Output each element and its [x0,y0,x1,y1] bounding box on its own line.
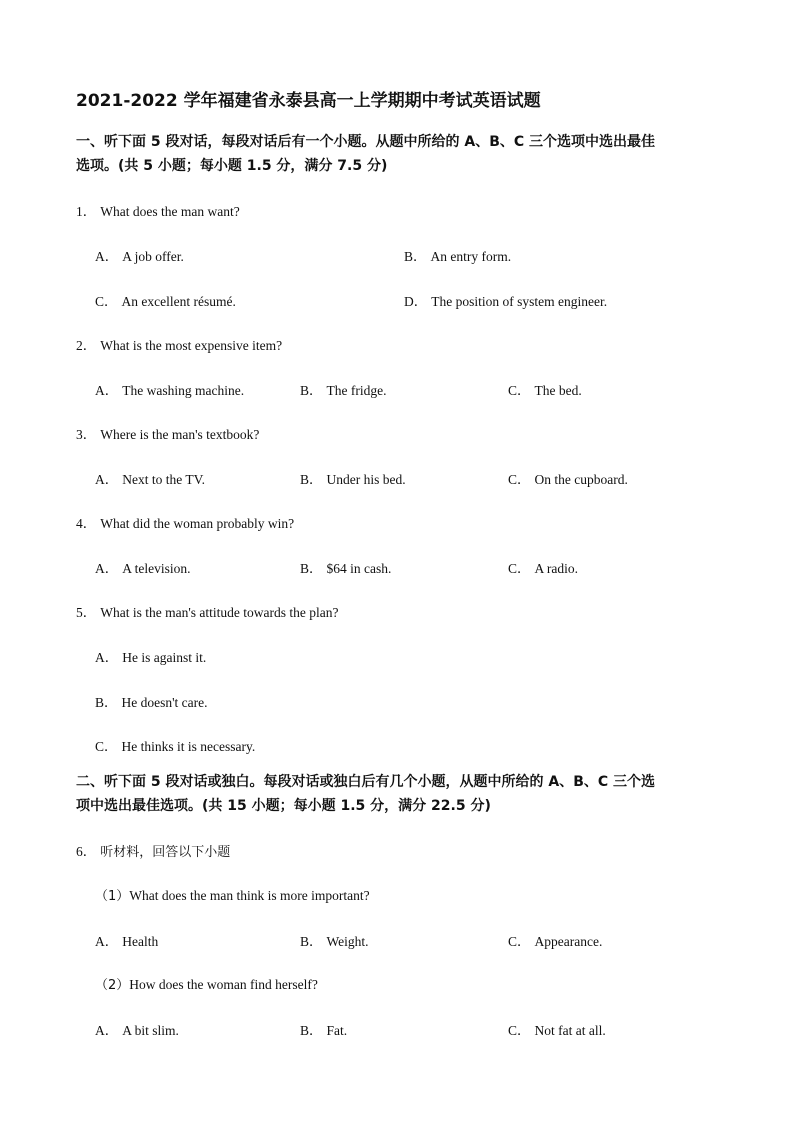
q2-option-a[interactable] [95,379,244,399]
q1-option-d-text: The position of system engineer. [431,294,608,309]
question-5-number: 5． [76,605,97,620]
question-6 [76,840,230,860]
q4-option-a-letter: A． [95,561,119,576]
q6-2-option-b-text: Fat. [326,1023,348,1038]
question-6-number: 6． [76,844,97,859]
question-6-sub-1-text: What does the man think is more important? [129,888,370,903]
q1-option-a[interactable] [95,245,184,265]
q5-option-b-text: He doesn't care. [121,695,208,710]
q4-option-b-letter: B． [300,561,323,576]
q3-option-a[interactable] [95,468,205,488]
q6-2-option-a[interactable] [95,1019,179,1039]
question-2 [76,334,282,354]
section-1-heading [76,130,726,178]
question-6-sub-1-label: （1） [95,889,130,904]
question-4-text: What did the woman probably win? [100,516,295,531]
section-2-heading [76,770,726,818]
document-title: 2021-2022 学年福建省永泰县高一上学期期中考试英语试题 [76,91,541,111]
question-3-number: 3． [76,427,97,442]
q4-option-b-text: $64 in cash. [326,561,392,576]
q1-option-d[interactable] [404,290,607,310]
q6-1-option-c-letter: C． [508,934,531,949]
question-3 [76,423,259,443]
question-6-sub-2 [95,974,318,993]
q2-option-a-text: The washing machine. [122,383,245,398]
q4-option-a-text: A television. [122,561,191,576]
question-6-sub-2-text: How does the woman find herself? [129,977,318,992]
q5-option-b-letter: B． [95,695,118,710]
q1-option-b[interactable] [404,245,511,265]
q1-option-c-text: An excellent résumé. [121,294,236,309]
q6-1-option-a-text: Health [122,934,159,949]
section-1-heading-line-2: 选项。(共 5 小题；每小题 1.5 分，满分 7.5 分) [76,158,388,174]
q3-option-a-text: Next to the TV. [122,472,205,487]
question-3-text: Where is the man's textbook? [100,427,260,442]
q3-option-b-text: Under his bed. [326,472,406,487]
question-5 [76,601,339,621]
q3-option-c[interactable] [508,468,628,488]
q5-option-b[interactable] [95,691,208,711]
q4-option-c[interactable] [508,557,578,577]
section-1-heading-line-1: 一、听下面 5 段对话，每段对话后有一个小题。从题中所给的 A、B、C 三个选项中选出最佳 [76,134,656,150]
question-4 [76,512,294,532]
q3-option-b[interactable] [300,468,406,488]
q5-option-c-text: He thinks it is necessary. [121,739,256,754]
q6-2-option-c-letter: C． [508,1023,531,1038]
q1-option-b-text: An entry form. [430,249,512,264]
q5-option-a-text: He is against it. [122,650,207,665]
q5-option-a[interactable] [95,646,206,666]
q2-option-a-letter: A． [95,383,119,398]
q6-2-option-b-letter: B． [300,1023,323,1038]
q4-option-a[interactable] [95,557,191,577]
q4-option-c-text: A radio. [534,561,579,576]
q6-1-option-a-letter: A． [95,934,119,949]
question-6-sub-1 [95,885,370,904]
question-2-number: 2． [76,338,97,353]
q3-option-b-letter: B． [300,472,323,487]
q6-2-option-b[interactable] [300,1019,347,1039]
q6-1-option-c[interactable] [508,930,602,950]
section-2-heading-line-2: 项中选出最佳选项。(共 15 小题；每小题 1.5 分，满分 22.5 分) [76,798,491,814]
question-6-sub-2-label: （2） [95,978,130,993]
q1-option-a-letter: A． [95,249,119,264]
q1-option-c-letter: C． [95,294,118,309]
q1-option-d-letter: D． [404,294,428,309]
q6-2-option-a-text: A bit slim. [122,1023,179,1038]
question-2-text: What is the most expensive item? [100,338,283,353]
q4-option-c-letter: C． [508,561,531,576]
question-6-text: 听材料，回答以下小题 [100,845,231,860]
q3-option-c-letter: C． [508,472,531,487]
q6-1-option-a[interactable] [95,930,158,950]
q1-option-c[interactable] [95,290,236,310]
q3-option-c-text: On the cupboard. [534,472,628,487]
q6-1-option-c-text: Appearance. [534,934,603,949]
q5-option-c-letter: C． [95,739,118,754]
q6-2-option-a-letter: A． [95,1023,119,1038]
q2-option-b-text: The fridge. [326,383,387,398]
q6-1-option-b-text: Weight. [326,934,369,949]
q2-option-b-letter: B． [300,383,323,398]
q2-option-c-letter: C． [508,383,531,398]
q6-1-option-b-letter: B． [300,934,323,949]
q4-option-b[interactable] [300,557,391,577]
question-1 [76,200,240,220]
q6-2-option-c-text: Not fat at all. [534,1023,606,1038]
question-4-number: 4． [76,516,97,531]
q5-option-c[interactable] [95,735,255,755]
section-2-heading-line-1: 二、听下面 5 段对话或独白。每段对话或独白后有几个小题，从题中所给的 A、B、C 三个选 [76,774,656,790]
question-5-text: What is the man's attitude towards the plan? [100,605,339,620]
q2-option-b[interactable] [300,379,387,399]
question-1-number: 1． [76,204,97,219]
q2-option-c[interactable] [508,379,582,399]
q1-option-b-letter: B． [404,249,427,264]
q6-1-option-b[interactable] [300,930,369,950]
q2-option-c-text: The bed. [534,383,582,398]
q3-option-a-letter: A． [95,472,119,487]
q6-2-option-c[interactable] [508,1019,606,1039]
q5-option-a-letter: A． [95,650,119,665]
q1-option-a-text: A job offer. [122,249,184,264]
question-1-text: What does the man want? [100,204,240,219]
